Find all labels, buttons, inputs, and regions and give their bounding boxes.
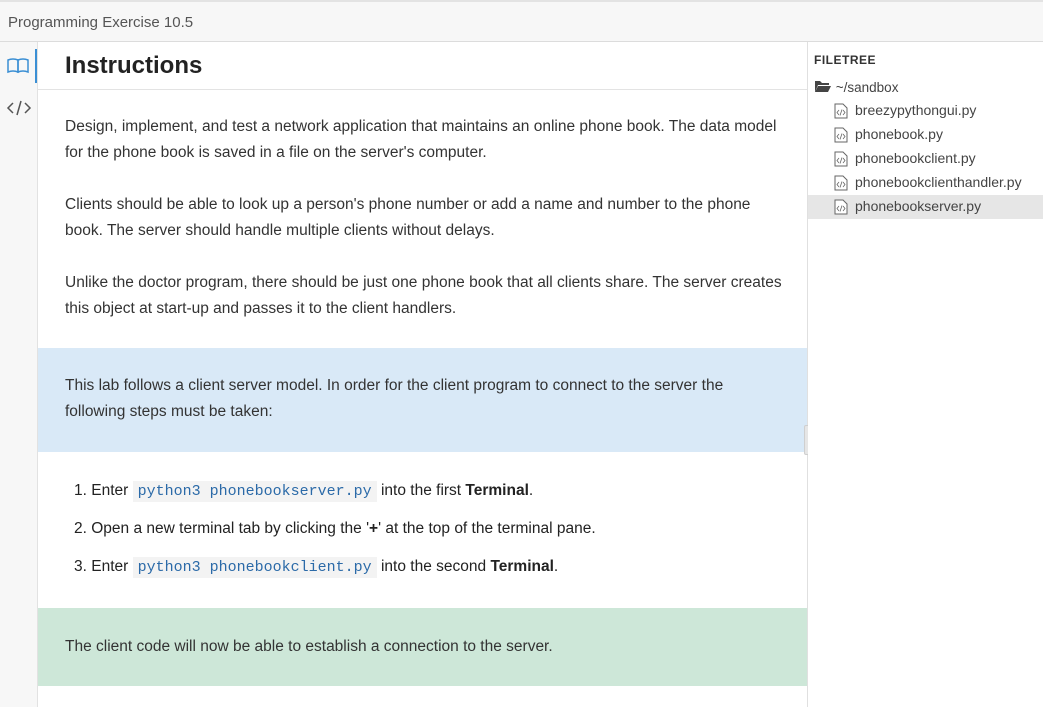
step-text: Enter	[91, 482, 129, 499]
step-item	[74, 554, 774, 592]
folder-open-icon	[814, 81, 836, 96]
step-text: Enter	[91, 558, 129, 575]
code-icon[interactable]	[4, 94, 34, 122]
title-bar	[0, 0, 1043, 42]
file-item[interactable]	[808, 171, 1043, 195]
file-name: phonebook.py	[855, 126, 943, 142]
file-tree-title: FILETREE	[814, 53, 877, 67]
info-callout-text: This lab follows a client server model. In order for the client program to connect to the server the following steps must be taken:	[65, 377, 724, 420]
file-item[interactable]	[808, 123, 1043, 147]
instructions-header	[38, 42, 808, 90]
info-callout	[38, 348, 808, 452]
file-item[interactable]	[808, 147, 1043, 171]
file-name: phonebookclient.py	[855, 150, 976, 166]
steps-list	[74, 478, 774, 592]
paragraph-1: Design, implement, and test a network application that maintains an online phone book. The data model for the phone book is saved in a file on the server's computer.	[65, 118, 777, 161]
code-snippet: python3 phonebookserver.py	[133, 481, 377, 502]
success-callout	[38, 608, 808, 686]
file-name: breezypythongui.py	[855, 102, 977, 118]
step-text: .	[528, 482, 534, 499]
instructions-heading: Instructions	[65, 52, 203, 79]
step-bold-text: Terminal	[490, 558, 554, 575]
step-text: .	[553, 558, 559, 575]
sandbox-folder[interactable]	[814, 79, 898, 97]
file-tree-panel	[808, 42, 1043, 707]
window-title: Programming Exercise 10.5	[8, 14, 194, 31]
python-file-icon	[834, 199, 848, 215]
book-icon[interactable]	[4, 52, 34, 80]
code-snippet: python3 phonebookclient.py	[133, 557, 377, 578]
step-number: 1.	[74, 482, 87, 499]
step-number: 3.	[74, 558, 87, 575]
python-file-icon	[834, 175, 848, 191]
file-name: phonebookserver.py	[855, 198, 982, 214]
step-number: 2.	[74, 520, 87, 537]
file-item-selected[interactable]	[808, 195, 1043, 219]
step-item	[74, 516, 774, 554]
paragraph-2: Clients should be able to look up a person's phone number or add a name and number to the phone book. The server should handle multiple clients without delays.	[65, 196, 751, 239]
paragraph-3: Unlike the doctor program, there should be just one phone book that all clients share. The server creates this object at start-up and passes it to the client handlers.	[65, 274, 782, 317]
file-item[interactable]	[808, 99, 1043, 123]
success-callout-text: The client code will now be able to establish a connection to the server.	[65, 638, 553, 655]
step-text: ' at the top of the terminal pane.	[378, 520, 596, 537]
instructions-panel	[38, 42, 808, 707]
python-file-icon	[834, 127, 848, 143]
active-tab-indicator	[35, 49, 37, 83]
step-text: into the second	[380, 558, 487, 575]
step-item	[74, 478, 774, 516]
step-text: Open a new terminal tab by clicking the '	[91, 520, 370, 537]
step-text: into the first	[380, 482, 462, 499]
folder-name: ~/sandbox	[835, 80, 899, 95]
file-name: phonebookclienthandler.py	[855, 174, 1022, 190]
step-bold-text: +	[369, 520, 379, 537]
left-rail	[0, 42, 38, 707]
python-file-icon	[834, 103, 848, 119]
python-file-icon	[834, 151, 848, 167]
step-bold-text: Terminal	[465, 482, 529, 499]
